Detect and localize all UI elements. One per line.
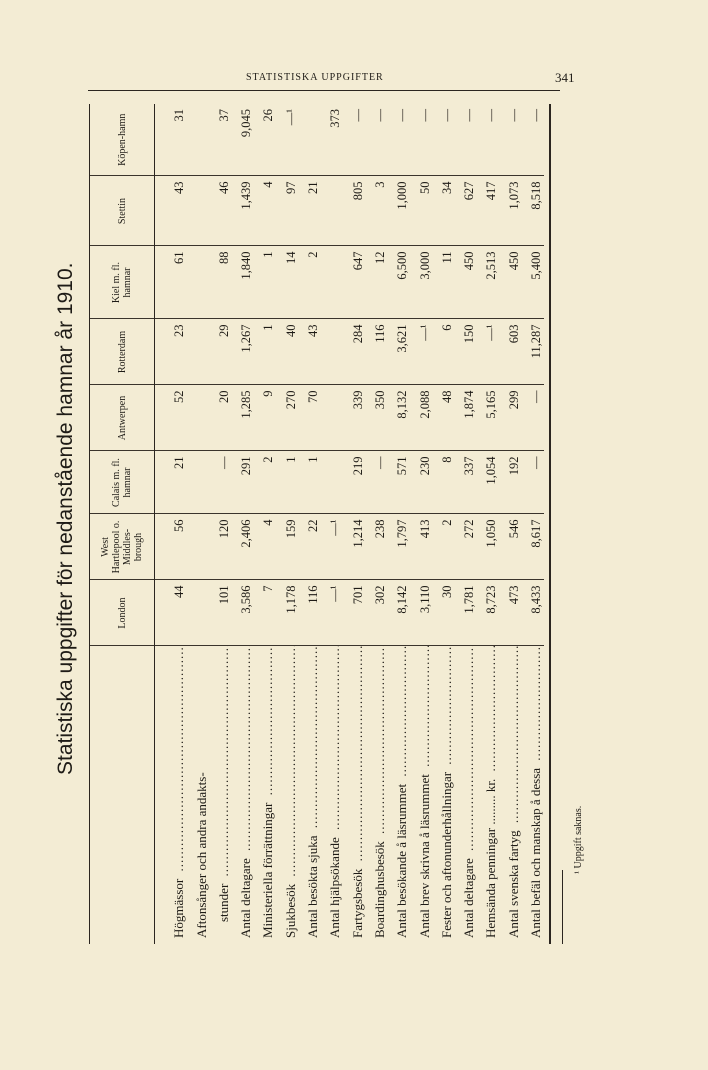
table-cell: 1,874 <box>455 385 477 451</box>
table-row <box>433 104 455 944</box>
table-cell: —¹ <box>276 104 298 176</box>
table-cell: 2 <box>254 451 276 514</box>
table-cell: 8,132 <box>388 385 410 451</box>
table-cell: —¹ <box>477 319 499 385</box>
row-label <box>254 646 276 944</box>
statistics-table-rotated <box>89 104 551 944</box>
leader-dots <box>238 646 253 855</box>
table-cell: 3,110 <box>410 580 432 646</box>
footnote-wrap <box>573 806 584 874</box>
row-label-text: Antal svenska fartyg <box>506 827 521 938</box>
row-label-text: Sjukbesök <box>283 881 298 938</box>
table-cell: 21 <box>155 451 188 514</box>
table-cell: 43 <box>155 176 188 246</box>
table-cell: 2,088 <box>410 385 432 451</box>
table-cell: 12 <box>366 246 388 319</box>
table-cell: 8,433 <box>522 580 544 646</box>
row-label <box>499 646 521 944</box>
row-label <box>299 646 321 944</box>
table-heading: Statistiska uppgifter för nedanstående hamnar år 1910. <box>54 262 77 775</box>
table-cell: 50 <box>410 176 432 246</box>
row-label-text: Fartygsbesök <box>350 866 365 938</box>
table-cell <box>187 246 209 319</box>
table-cell: 5,400 <box>522 246 544 319</box>
row-label-text: Ministeriella förrättningar <box>260 800 275 938</box>
table-body <box>155 104 545 944</box>
table-cell <box>299 104 321 176</box>
table-row <box>299 104 321 944</box>
column-header: Rotterdam <box>90 319 155 385</box>
row-label <box>155 646 188 944</box>
running-head: STATISTISKA UPPGIFTER <box>246 72 384 83</box>
table-cell: 120 <box>210 514 232 580</box>
table-cell: 9 <box>254 385 276 451</box>
row-label <box>455 646 477 944</box>
table-cell: 1,439 <box>232 176 254 246</box>
row-label <box>388 646 410 944</box>
table-cell: 603 <box>499 319 521 385</box>
table-cell <box>321 319 343 385</box>
table-cell: 450 <box>499 246 521 319</box>
table-cell: 473 <box>499 580 521 646</box>
table-cell: 1,178 <box>276 580 298 646</box>
table-cell: 2 <box>433 514 455 580</box>
table-cell: 219 <box>343 451 365 514</box>
heading-wrap <box>54 235 78 775</box>
row-label-text: stunder <box>216 881 231 922</box>
row-label-text: Högmässor <box>171 876 186 938</box>
table-cell: 3,000 <box>410 246 432 319</box>
table-cell: 9,045 <box>232 104 254 176</box>
leader-dots <box>372 646 387 838</box>
table-cell <box>187 580 209 646</box>
table-cell: 8,617 <box>522 514 544 580</box>
table-cell: 21 <box>299 176 321 246</box>
table-cell: 40 <box>276 319 298 385</box>
table-row <box>499 104 521 944</box>
table-cell: — <box>522 385 544 451</box>
leader-dots <box>327 646 342 834</box>
table-cell: 7 <box>254 580 276 646</box>
table-cell: 44 <box>155 580 188 646</box>
table-cell: 4 <box>254 514 276 580</box>
table-cell: 1,840 <box>232 246 254 319</box>
table-cell: 31 <box>155 104 188 176</box>
table-cell: — <box>343 104 365 176</box>
column-header: London <box>90 580 155 646</box>
header-label-column <box>90 646 155 944</box>
row-label <box>210 646 232 944</box>
table-cell: 272 <box>455 514 477 580</box>
footnote-rule <box>562 870 563 944</box>
table-row <box>232 104 254 944</box>
leader-dots <box>260 646 275 800</box>
row-label <box>321 646 343 944</box>
row-label <box>276 646 298 944</box>
leader-dots <box>461 646 476 855</box>
table-cell: 230 <box>410 451 432 514</box>
table-cell: 337 <box>455 451 477 514</box>
top-rule <box>88 90 560 91</box>
table-cell: 101 <box>210 580 232 646</box>
table-cell: 37 <box>210 104 232 176</box>
table-cell <box>187 514 209 580</box>
row-label <box>410 646 432 944</box>
table-cell: 2,406 <box>232 514 254 580</box>
table-cell <box>187 319 209 385</box>
table-cell: 34 <box>433 176 455 246</box>
leader-dots <box>171 646 186 876</box>
row-label <box>522 646 544 944</box>
table-cell <box>187 104 209 176</box>
table-cell: 373 <box>321 104 343 176</box>
row-label-text: Antal befäl och manskap å dessa <box>528 765 543 938</box>
table-cell: 8,518 <box>522 176 544 246</box>
column-header: Stettin <box>90 176 155 246</box>
row-label-text: Antal hjälpsökande <box>327 834 342 938</box>
table-cell: 1,050 <box>477 514 499 580</box>
leader-dots <box>216 646 231 881</box>
leader-dots <box>506 646 521 827</box>
table-cell: 46 <box>210 176 232 246</box>
table-cell: 571 <box>388 451 410 514</box>
table-cell: 61 <box>155 246 188 319</box>
table-cell: 647 <box>343 246 365 319</box>
table-cell: 11 <box>433 246 455 319</box>
table-cell: — <box>499 104 521 176</box>
column-header: Antwerpen <box>90 385 155 451</box>
table-cell: 97 <box>276 176 298 246</box>
table-cell: 339 <box>343 385 365 451</box>
table-cell: 805 <box>343 176 365 246</box>
table-cell: 1,781 <box>455 580 477 646</box>
table-cell: 238 <box>366 514 388 580</box>
footnote: ¹ Uppgift saknas. <box>573 805 584 874</box>
table-cell: 2 <box>299 246 321 319</box>
table-cell: 450 <box>455 246 477 319</box>
table-cell: — <box>477 104 499 176</box>
header-row <box>90 104 155 944</box>
table-cell: 1,073 <box>499 176 521 246</box>
row-label <box>433 646 455 944</box>
table-cell: —¹ <box>410 319 432 385</box>
table-cell: 2,513 <box>477 246 499 319</box>
table-cell: 1,285 <box>232 385 254 451</box>
row-label-text: Aftonsånger och andra andakts- <box>194 769 209 938</box>
row-label <box>343 646 365 944</box>
table-cell: — <box>410 104 432 176</box>
table-cell: 1 <box>254 246 276 319</box>
table-cell: — <box>366 104 388 176</box>
row-label-text: Fester och aftonunderhållningar <box>439 769 454 938</box>
table-cell: 1 <box>299 451 321 514</box>
table-cell: 6 <box>433 319 455 385</box>
table-cell: 6,500 <box>388 246 410 319</box>
table-cell: 70 <box>299 385 321 451</box>
row-label <box>232 646 254 944</box>
table-row <box>366 104 388 944</box>
page-number: 341 <box>555 70 575 85</box>
table-cell: 8,142 <box>388 580 410 646</box>
leader-dots <box>439 646 454 769</box>
table-row <box>388 104 410 944</box>
table-cell: 1,797 <box>388 514 410 580</box>
table-cell <box>187 385 209 451</box>
leader-dots <box>283 646 298 881</box>
statistics-table <box>90 104 544 944</box>
table-cell: 5,165 <box>477 385 499 451</box>
leader-dots <box>350 646 365 866</box>
table-cell: 116 <box>366 319 388 385</box>
leader-dots <box>483 646 498 776</box>
table-cell: 20 <box>210 385 232 451</box>
table-cell: 302 <box>366 580 388 646</box>
column-header: Kiel m. fl. hamnar <box>90 246 155 319</box>
table-cell: 1 <box>254 319 276 385</box>
row-label <box>187 646 209 944</box>
table-cell: 26 <box>254 104 276 176</box>
table-cell: 159 <box>276 514 298 580</box>
row-label-text: Antal deltagare <box>461 855 476 938</box>
table-cell: 4 <box>254 176 276 246</box>
table-cell: 8,723 <box>477 580 499 646</box>
column-header: Köpen-hamn <box>90 104 155 176</box>
table-row <box>210 104 232 944</box>
table-cell: 56 <box>155 514 188 580</box>
table-cell: 52 <box>155 385 188 451</box>
table-cell: 88 <box>210 246 232 319</box>
table-row <box>455 104 477 944</box>
table-cell: 3,621 <box>388 319 410 385</box>
table-cell: 150 <box>455 319 477 385</box>
table-row <box>155 104 188 944</box>
table-cell: 3,586 <box>232 580 254 646</box>
table-cell: — <box>210 451 232 514</box>
table-row <box>276 104 298 944</box>
table-cell <box>321 246 343 319</box>
table-cell <box>321 385 343 451</box>
table-row <box>254 104 276 944</box>
table-cell: 1,267 <box>232 319 254 385</box>
table-cell: 3 <box>366 176 388 246</box>
table-cell: 30 <box>433 580 455 646</box>
leader-dots <box>528 646 543 765</box>
table-cell <box>187 176 209 246</box>
row-label <box>477 646 499 944</box>
table-cell: — <box>433 104 455 176</box>
table-cell: 413 <box>410 514 432 580</box>
table-cell: 299 <box>499 385 521 451</box>
table-cell: 23 <box>155 319 188 385</box>
table-row <box>187 104 209 944</box>
column-header: Calais m. fl. hamnar <box>90 451 155 514</box>
table-cell: 116 <box>299 580 321 646</box>
table-cell: — <box>522 451 544 514</box>
table-cell: 350 <box>366 385 388 451</box>
leader-dots <box>417 646 432 771</box>
table-row <box>321 104 343 944</box>
column-header: West Hartlepool o. Middles-brough <box>90 514 155 580</box>
table-cell: 29 <box>210 319 232 385</box>
table-cell: — <box>455 104 477 176</box>
table-cell: 1,054 <box>477 451 499 514</box>
table-cell: 284 <box>343 319 365 385</box>
table-cell: 22 <box>299 514 321 580</box>
table-cell: 701 <box>343 580 365 646</box>
table-cell: —¹ <box>321 580 343 646</box>
table-row <box>477 104 499 944</box>
table-cell: 14 <box>276 246 298 319</box>
row-label-text: Antal deltagare <box>238 855 253 938</box>
table-cell: 1 <box>276 451 298 514</box>
row-label-text: Antal brev skrivna å läsrummet <box>417 771 432 938</box>
row-label-text: Boardinghusbesök <box>372 838 387 938</box>
table-cell: —¹ <box>321 514 343 580</box>
table-row <box>522 104 544 944</box>
table-cell: 270 <box>276 385 298 451</box>
table-cell: 48 <box>433 385 455 451</box>
table-cell: 627 <box>455 176 477 246</box>
table-cell: — <box>388 104 410 176</box>
row-label <box>366 646 388 944</box>
table-cell: 291 <box>232 451 254 514</box>
table-cell: 43 <box>299 319 321 385</box>
table-cell: — <box>522 104 544 176</box>
table-cell: 1,000 <box>388 176 410 246</box>
table-cell <box>187 451 209 514</box>
row-label-text: Hemsända penningar ......... kr. <box>483 776 498 938</box>
table-cell <box>321 451 343 514</box>
table-cell: 1,214 <box>343 514 365 580</box>
table-cell: — <box>366 451 388 514</box>
table-cell: 192 <box>499 451 521 514</box>
table-cell: 417 <box>477 176 499 246</box>
row-label-text: Antal besökande å läsrummet <box>394 781 409 938</box>
leader-dots <box>394 646 409 781</box>
table-cell: 546 <box>499 514 521 580</box>
leader-dots <box>305 646 320 832</box>
table-row <box>343 104 365 944</box>
row-label-text: Antal besökta sjuka <box>305 832 320 938</box>
table-row <box>410 104 432 944</box>
table-cell <box>321 176 343 246</box>
table-cell: 11,287 <box>522 319 544 385</box>
table-cell: 8 <box>433 451 455 514</box>
